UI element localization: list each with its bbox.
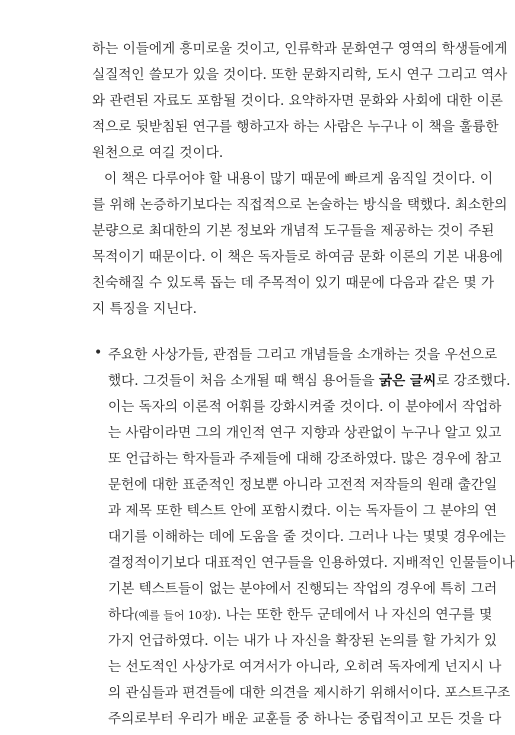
bullet-icon: • [94,345,103,361]
text-line-content: 했다. 그것들이 처음 소개될 때 핵심 용어들을 [108,373,379,389]
text-line [0,196,508,214]
text-line [0,528,506,546]
parenthetical-note: (예를 들어 10장) [134,609,217,622]
text-line [0,398,500,416]
text-line-content: 를 위해 논증하기보다는 직접적으로 논술하는 방식을 택했다. 최소한의 [92,197,508,213]
text-line [0,710,500,728]
text-line-content: 주요한 사상가들, 관점들 그리고 개념들을 소개하는 것을 우선으로 [108,347,498,363]
text-line [0,606,500,625]
text-line [0,346,500,364]
text-line-content: 친숙해질 수 있도록 돕는 데 주목적이 있기 때문에 다음과 같은 몇 가 [92,275,495,291]
text-line [0,300,500,318]
text-line [0,502,500,520]
text-line-content: 기본 텍스트들이 없는 분야에서 진행되는 작업의 경우에 특히 그러 [108,581,498,597]
text-line [0,424,500,442]
text-line-content: 원천으로 여길 것이다. [92,145,224,161]
text-line [0,450,500,468]
text-line-content: 목적이기 때문이다. 이 책은 독자들로 하여금 문화 이론의 기본 내용에 [92,249,503,265]
text-line [0,248,503,266]
text-line-content: 과 제목 또한 텍스트 안에 포함시켰다. 이는 독자들이 그 분야의 연 [108,503,497,519]
text-line-content: 이 책은 다루어야 할 내용이 많기 때문에 빠르게 움직일 것이다. 이 [104,171,493,187]
text-line-content: 분량으로 최대한의 기본 정보와 개념적 도구들을 제공하는 것이 주된 [92,223,495,239]
text-line [0,476,500,494]
text-line-content: 이는 독자의 이론적 어휘를 강화시켜줄 것이다. 이 분야에서 작업하 [108,399,502,415]
text-line [0,684,511,702]
text-line-content: 실질적인 쓸모가 있을 것이다. 또한 문화지리학, 도시 연구 그리고 역사 [92,67,508,83]
text-line-content: 의 관심들과 편견들에 대한 의견을 제시하기 위해서이다. 포스트구조 [108,685,511,701]
text-line-content: 가지 언급하였다. 이는 내가 나 자신을 확장된 논의를 할 가치가 있 [108,633,497,649]
text-line-content: 하는 이들에게 흥미로울 것이고, 인류학과 문화연구 영역의 학생들에게 [92,41,508,57]
text-line [0,554,515,572]
text-line [0,92,503,110]
text-line-content: 또 언급하는 학자들과 주제들에 대해 강조하였다. 많은 경우에 참고 [108,451,502,467]
text-line-content: 대기를 이해하는 데에 도움을 줄 것이다. 그러나 나는 몇몇 경우에는 [108,529,506,545]
text-line-content: 지 특징을 지닌다. [92,301,197,317]
text-line [0,144,500,162]
bold-term: 굵은 글씨 [378,373,437,389]
text-line-content: 하다 [108,607,135,623]
text-line-content: 와 관련된 자료도 포함될 것이다. 요약하자면 문화와 사회에 대한 이론 [92,93,503,109]
text-line [0,274,500,292]
text-line-content: 주의로부터 우리가 배운 교훈들 중 하나는 중립적이고 모든 것을 다 [108,711,502,727]
text-line-content: . 나는 또한 한두 군데에서 나 자신의 연구를 몇 [216,607,493,623]
text-line [0,658,500,676]
text-line [0,118,500,136]
text-line-content: 문헌에 대한 표준적인 정보뿐 아니라 고전적 저작들의 원래 출간일 [108,477,498,493]
text-line-content: 는 사람이라면 그의 개인적 연구 지향과 상관없이 누구나 알고 있고 [108,425,502,441]
text-line [0,222,500,240]
text-line [0,580,500,598]
text-line-content: 결정적이기보다 대표적인 연구들을 인용하였다. 지배적인 인물들이나 [108,555,515,571]
text-line [0,372,511,390]
text-line-content: 로 강조했다. [436,373,511,389]
text-line-content: 는 선도적인 사상가로 여겨서가 아니라, 오히려 독자에게 넌지시 나 [108,659,502,675]
text-line [0,66,508,84]
text-line [0,632,500,650]
text-line [0,40,508,58]
text-line [0,170,500,188]
text-line-content: 적으로 뒷받침된 연구를 행하고자 하는 사람은 누구나 이 책을 훌륭한 [92,119,499,135]
